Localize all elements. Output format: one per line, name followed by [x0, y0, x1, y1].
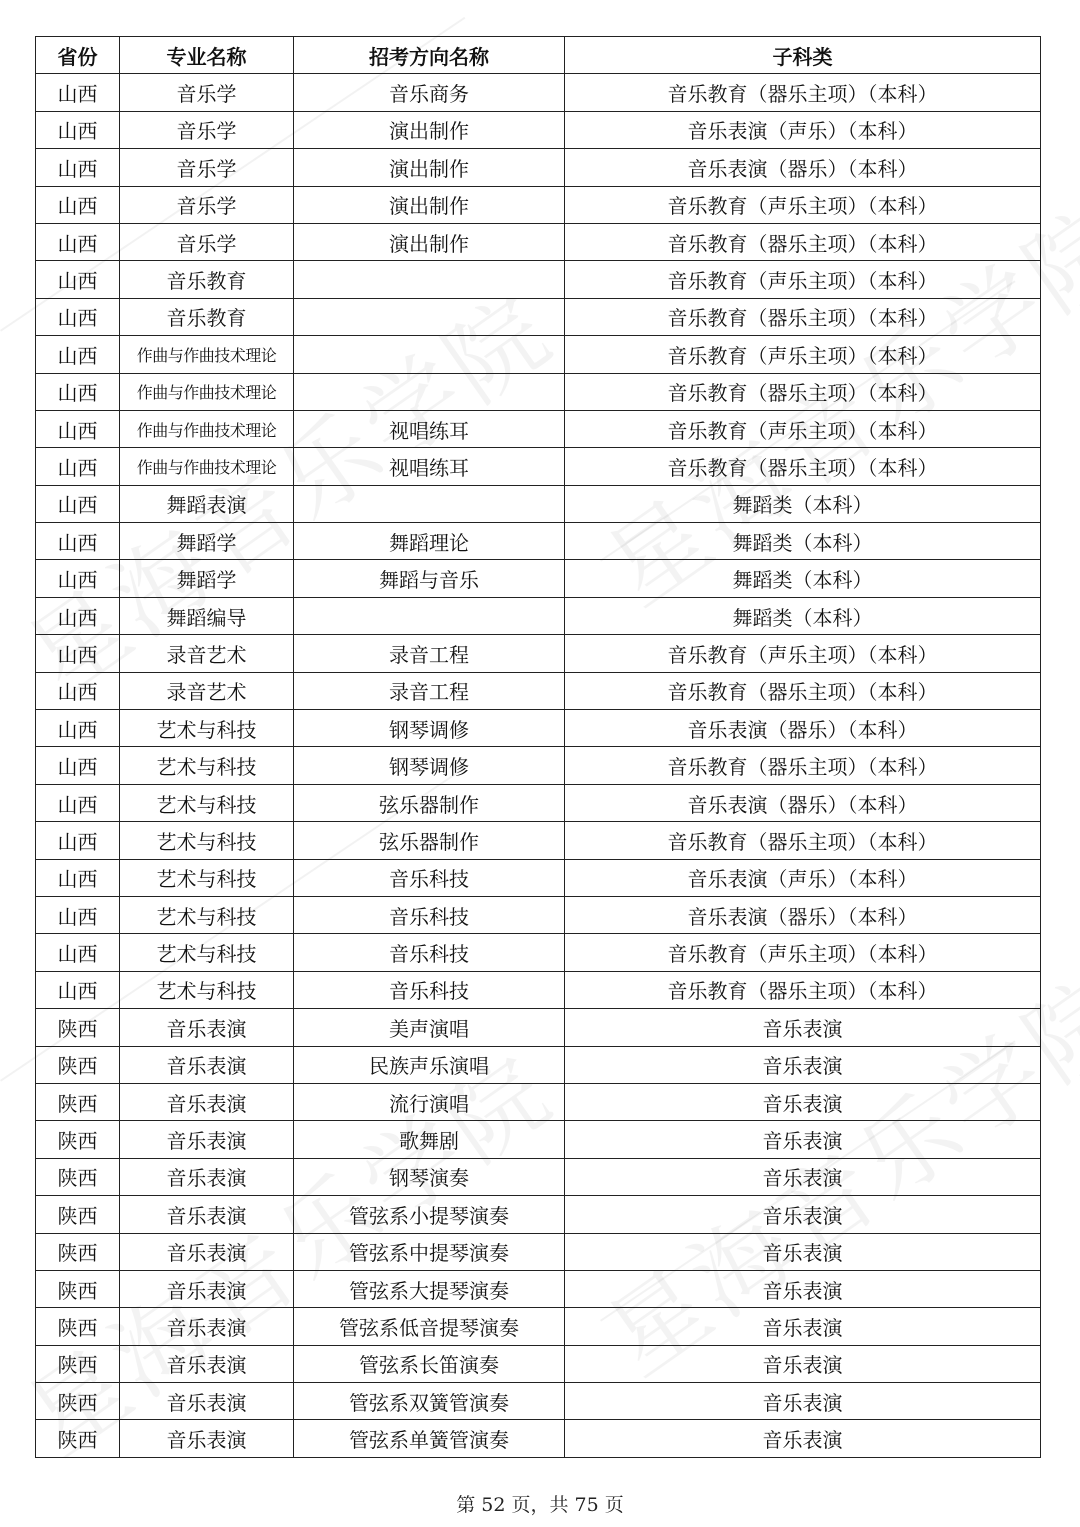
header-subcategory: 子科类 [565, 37, 1041, 74]
cell-direction: 钢琴演奏 [294, 1158, 565, 1195]
table-row [36, 1121, 1041, 1158]
cell-direction: 民族声乐演唱 [294, 1046, 565, 1083]
table-row [36, 410, 1041, 447]
table-row [36, 822, 1041, 859]
cell-major: 音乐学 [120, 74, 294, 111]
cell-direction: 音乐科技 [294, 971, 565, 1008]
cell-subcategory: 音乐表演 [565, 1345, 1041, 1382]
table-row [36, 1083, 1041, 1120]
cell-subcategory: 音乐教育（器乐主项）（本科） [565, 373, 1041, 410]
cell-subcategory: 音乐表演（器乐）（本科） [565, 896, 1041, 933]
cell-subcategory: 舞蹈类（本科） [565, 560, 1041, 597]
cell-province: 陕西 [36, 1196, 120, 1233]
cell-province: 山西 [36, 298, 120, 335]
cell-subcategory: 音乐教育（器乐主项）（本科） [565, 822, 1041, 859]
cell-province: 山西 [36, 710, 120, 747]
cell-province: 山西 [36, 223, 120, 260]
cell-direction: 钢琴调修 [294, 710, 565, 747]
cell-subcategory: 音乐教育（器乐主项）（本科） [565, 223, 1041, 260]
cell-province: 陕西 [36, 1420, 120, 1457]
cell-direction: 美声演唱 [294, 1009, 565, 1046]
cell-subcategory: 音乐教育（声乐主项）（本科） [565, 336, 1041, 373]
cell-direction: 音乐科技 [294, 934, 565, 971]
cell-direction: 歌舞剧 [294, 1121, 565, 1158]
table-row [36, 747, 1041, 784]
cell-major: 作曲与作曲技术理论 [120, 373, 294, 410]
cell-direction [294, 261, 565, 298]
cell-major: 音乐学 [120, 223, 294, 260]
cell-direction: 管弦系大提琴演奏 [294, 1270, 565, 1307]
cell-province: 山西 [36, 859, 120, 896]
cell-major: 音乐教育 [120, 298, 294, 335]
cell-major: 作曲与作曲技术理论 [120, 336, 294, 373]
cell-subcategory: 音乐表演（器乐）（本科） [565, 149, 1041, 186]
cell-subcategory: 音乐教育（声乐主项）（本科） [565, 261, 1041, 298]
cell-major: 舞蹈编导 [120, 597, 294, 634]
cell-direction: 音乐科技 [294, 859, 565, 896]
cell-major: 音乐表演 [120, 1083, 294, 1120]
cell-direction [294, 298, 565, 335]
cell-major: 艺术与科技 [120, 747, 294, 784]
table-row [36, 1158, 1041, 1195]
cell-direction [294, 373, 565, 410]
cell-direction: 管弦系双簧管演奏 [294, 1383, 565, 1420]
cell-province: 山西 [36, 186, 120, 223]
cell-province: 山西 [36, 410, 120, 447]
cell-subcategory: 音乐表演 [565, 1270, 1041, 1307]
cell-subcategory: 音乐表演（器乐）（本科） [565, 710, 1041, 747]
cell-province: 陕西 [36, 1083, 120, 1120]
table-row [36, 186, 1041, 223]
cell-subcategory: 音乐表演（器乐）（本科） [565, 784, 1041, 821]
cell-direction: 视唱练耳 [294, 448, 565, 485]
cell-direction: 音乐科技 [294, 896, 565, 933]
table-row [36, 1046, 1041, 1083]
cell-direction [294, 597, 565, 634]
table-row [36, 448, 1041, 485]
cell-major: 音乐学 [120, 111, 294, 148]
cell-direction: 演出制作 [294, 149, 565, 186]
cell-direction: 演出制作 [294, 223, 565, 260]
cell-subcategory: 音乐表演（声乐）（本科） [565, 111, 1041, 148]
cell-subcategory: 音乐教育（器乐主项）（本科） [565, 74, 1041, 111]
cell-province: 山西 [36, 523, 120, 560]
cell-subcategory: 音乐教育（声乐主项）（本科） [565, 186, 1041, 223]
table-row [36, 597, 1041, 634]
cell-major: 作曲与作曲技术理论 [120, 410, 294, 447]
cell-major: 艺术与科技 [120, 934, 294, 971]
cell-subcategory: 音乐表演（声乐）（本科） [565, 859, 1041, 896]
cell-direction: 演出制作 [294, 186, 565, 223]
cell-province: 山西 [36, 111, 120, 148]
cell-major: 音乐表演 [120, 1420, 294, 1457]
cell-major: 艺术与科技 [120, 971, 294, 1008]
cell-direction: 管弦系中提琴演奏 [294, 1233, 565, 1270]
cell-major: 音乐表演 [120, 1121, 294, 1158]
cell-subcategory: 音乐表演 [565, 1121, 1041, 1158]
cell-province: 山西 [36, 560, 120, 597]
cell-province: 山西 [36, 747, 120, 784]
cell-direction: 管弦系长笛演奏 [294, 1345, 565, 1382]
cell-direction: 视唱练耳 [294, 410, 565, 447]
cell-province: 陕西 [36, 1158, 120, 1195]
cell-major: 音乐学 [120, 186, 294, 223]
cell-province: 山西 [36, 635, 120, 672]
cell-major: 音乐表演 [120, 1196, 294, 1233]
cell-major: 艺术与科技 [120, 859, 294, 896]
table-row [36, 1270, 1041, 1307]
cell-major: 音乐学 [120, 149, 294, 186]
cell-subcategory: 音乐教育（器乐主项）（本科） [565, 672, 1041, 709]
cell-subcategory: 音乐教育（声乐主项）（本科） [565, 635, 1041, 672]
cell-direction: 弦乐器制作 [294, 822, 565, 859]
cell-major: 音乐教育 [120, 261, 294, 298]
header-major: 专业名称 [120, 37, 294, 74]
cell-major: 舞蹈学 [120, 523, 294, 560]
cell-direction: 管弦系低音提琴演奏 [294, 1308, 565, 1345]
table-row [36, 298, 1041, 335]
table-row [36, 261, 1041, 298]
cell-province: 陕西 [36, 1383, 120, 1420]
admissions-table [35, 36, 1041, 1458]
cell-major: 艺术与科技 [120, 784, 294, 821]
cell-major: 音乐表演 [120, 1233, 294, 1270]
cell-direction: 流行演唱 [294, 1083, 565, 1120]
cell-province: 山西 [36, 336, 120, 373]
cell-major: 录音艺术 [120, 672, 294, 709]
cell-major: 音乐表演 [120, 1383, 294, 1420]
table-row [36, 373, 1041, 410]
cell-major: 音乐表演 [120, 1158, 294, 1195]
cell-subcategory: 音乐表演 [565, 1009, 1041, 1046]
cell-province: 山西 [36, 448, 120, 485]
cell-direction: 录音工程 [294, 672, 565, 709]
cell-major: 音乐表演 [120, 1270, 294, 1307]
cell-direction: 演出制作 [294, 111, 565, 148]
table-row [36, 859, 1041, 896]
table-row [36, 1383, 1041, 1420]
table-row [36, 784, 1041, 821]
cell-direction: 钢琴调修 [294, 747, 565, 784]
cell-direction: 舞蹈与音乐 [294, 560, 565, 597]
table-row [36, 223, 1041, 260]
cell-direction: 弦乐器制作 [294, 784, 565, 821]
table-row [36, 1420, 1041, 1457]
table-row [36, 1233, 1041, 1270]
cell-province: 山西 [36, 597, 120, 634]
table-row [36, 560, 1041, 597]
table-row [36, 485, 1041, 522]
cell-direction [294, 485, 565, 522]
header-direction: 招考方向名称 [294, 37, 565, 74]
cell-subcategory: 舞蹈类（本科） [565, 523, 1041, 560]
table-row [36, 971, 1041, 1008]
cell-direction: 管弦系单簧管演奏 [294, 1420, 565, 1457]
table-row [36, 934, 1041, 971]
cell-subcategory: 音乐表演 [565, 1383, 1041, 1420]
cell-subcategory: 音乐表演 [565, 1233, 1041, 1270]
cell-subcategory: 音乐表演 [565, 1158, 1041, 1195]
cell-subcategory: 音乐表演 [565, 1308, 1041, 1345]
cell-province: 陕西 [36, 1121, 120, 1158]
cell-subcategory: 音乐教育（器乐主项）（本科） [565, 971, 1041, 1008]
cell-province: 陕西 [36, 1046, 120, 1083]
table-header-row [36, 37, 1041, 74]
cell-province: 山西 [36, 971, 120, 1008]
cell-province: 山西 [36, 934, 120, 971]
cell-province: 山西 [36, 784, 120, 821]
cell-province: 山西 [36, 822, 120, 859]
table-row [36, 336, 1041, 373]
cell-major: 音乐表演 [120, 1046, 294, 1083]
cell-major: 艺术与科技 [120, 710, 294, 747]
cell-province: 陕西 [36, 1308, 120, 1345]
cell-subcategory: 音乐教育（器乐主项）（本科） [565, 747, 1041, 784]
cell-province: 山西 [36, 373, 120, 410]
cell-direction: 录音工程 [294, 635, 565, 672]
cell-subcategory: 音乐表演 [565, 1046, 1041, 1083]
cell-province: 山西 [36, 485, 120, 522]
header-province: 省份 [36, 37, 120, 74]
page-number: 第 52 页，共 75 页 [456, 1494, 624, 1516]
table-row [36, 74, 1041, 111]
cell-major: 舞蹈学 [120, 560, 294, 597]
cell-province: 陕西 [36, 1233, 120, 1270]
cell-major: 艺术与科技 [120, 896, 294, 933]
cell-major: 音乐表演 [120, 1308, 294, 1345]
cell-direction: 管弦系小提琴演奏 [294, 1196, 565, 1233]
cell-direction [294, 336, 565, 373]
cell-province: 山西 [36, 896, 120, 933]
table-row [36, 523, 1041, 560]
table-row [36, 149, 1041, 186]
table-row [36, 672, 1041, 709]
cell-province: 陕西 [36, 1345, 120, 1382]
cell-subcategory: 音乐表演 [565, 1196, 1041, 1233]
cell-province: 山西 [36, 261, 120, 298]
table-row [36, 1009, 1041, 1046]
cell-subcategory: 音乐表演 [565, 1420, 1041, 1457]
table-row [36, 1345, 1041, 1382]
cell-subcategory: 音乐教育（器乐主项）（本科） [565, 448, 1041, 485]
cell-subcategory: 舞蹈类（本科） [565, 597, 1041, 634]
cell-province: 山西 [36, 672, 120, 709]
cell-subcategory: 音乐表演 [565, 1083, 1041, 1120]
table-row [36, 111, 1041, 148]
cell-subcategory: 舞蹈类（本科） [565, 485, 1041, 522]
cell-major: 录音艺术 [120, 635, 294, 672]
cell-subcategory: 音乐教育（声乐主项）（本科） [565, 934, 1041, 971]
cell-province: 陕西 [36, 1270, 120, 1307]
cell-subcategory: 音乐教育（器乐主项）（本科） [565, 298, 1041, 335]
table-row [36, 896, 1041, 933]
cell-subcategory: 音乐教育（声乐主项）（本科） [565, 410, 1041, 447]
cell-province: 山西 [36, 74, 120, 111]
cell-major: 舞蹈表演 [120, 485, 294, 522]
cell-major: 作曲与作曲技术理论 [120, 448, 294, 485]
cell-direction: 音乐商务 [294, 74, 565, 111]
cell-province: 山西 [36, 149, 120, 186]
cell-province: 陕西 [36, 1009, 120, 1046]
table-row [36, 1308, 1041, 1345]
table-row [36, 1196, 1041, 1233]
cell-major: 艺术与科技 [120, 822, 294, 859]
cell-major: 音乐表演 [120, 1345, 294, 1382]
cell-major: 音乐表演 [120, 1009, 294, 1046]
cell-direction: 舞蹈理论 [294, 523, 565, 560]
table-row [36, 710, 1041, 747]
table-row [36, 635, 1041, 672]
